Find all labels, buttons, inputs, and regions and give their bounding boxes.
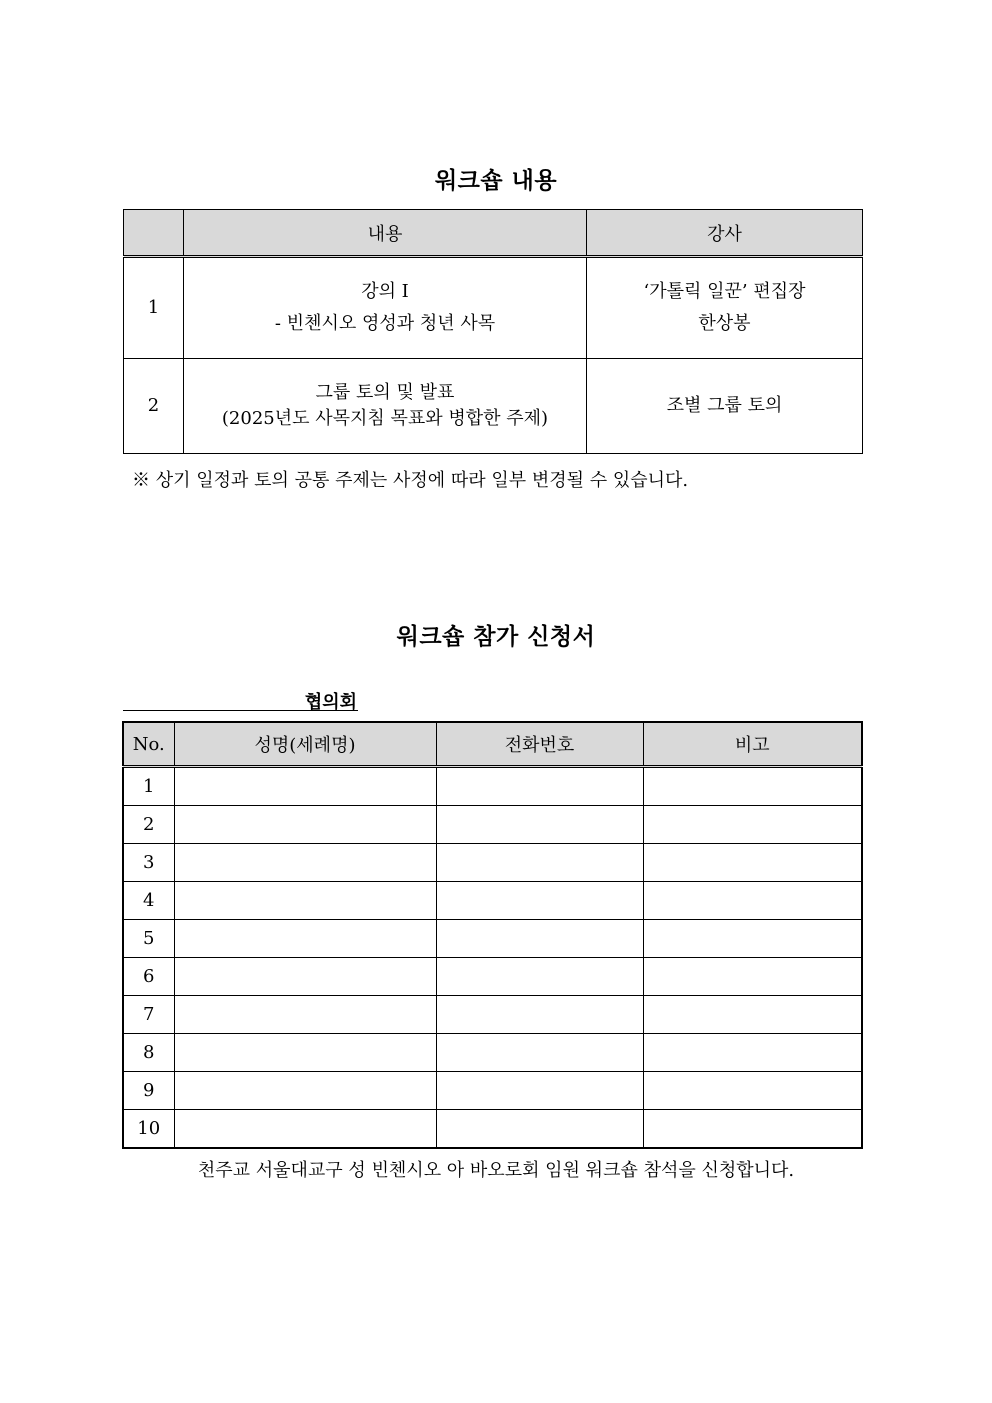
- speaker-cell: [587, 257, 863, 359]
- application-form-title: 워크숍 참가 신청서: [396, 623, 596, 650]
- name-cell[interactable]: [174, 882, 436, 920]
- table-row: [123, 1110, 862, 1149]
- name-cell[interactable]: [174, 920, 436, 958]
- name-cell[interactable]: [174, 1072, 436, 1110]
- workshop-content-table: [123, 209, 863, 454]
- row-number: 6: [123, 958, 174, 996]
- phone-cell[interactable]: [436, 920, 643, 958]
- content-line: (2025년도 사목지침 목표와 병합한 주제): [221, 408, 549, 429]
- phone-cell[interactable]: [436, 1072, 643, 1110]
- row-number: 8: [123, 1034, 174, 1072]
- speaker-cell: 조별 그룹 토의: [587, 359, 863, 454]
- row-number: 2: [123, 806, 174, 844]
- remarks-cell[interactable]: [643, 958, 862, 996]
- row-number: 10: [123, 1110, 174, 1149]
- table-row: [123, 996, 862, 1034]
- content-line: 강의 Ⅰ: [361, 281, 409, 302]
- remarks-cell[interactable]: [643, 996, 862, 1034]
- speaker-line: 한상봉: [698, 313, 751, 334]
- remarks-cell[interactable]: [643, 1110, 862, 1149]
- phone-cell[interactable]: [436, 958, 643, 996]
- row-number: 4: [123, 882, 174, 920]
- phone-cell[interactable]: [436, 1034, 643, 1072]
- table-row: [123, 882, 862, 920]
- table-header-row: [124, 210, 863, 257]
- header-number: [124, 210, 184, 257]
- phone-cell[interactable]: [436, 767, 643, 806]
- name-cell[interactable]: [174, 767, 436, 806]
- remarks-cell[interactable]: [643, 1034, 862, 1072]
- association-field[interactable]: [123, 688, 358, 711]
- name-cell[interactable]: [174, 958, 436, 996]
- remarks-cell[interactable]: [643, 806, 862, 844]
- remarks-cell[interactable]: [643, 882, 862, 920]
- application-statement: 천주교 서울대교구 성 빈첸시오 아 바오로회 임원 워크숍 참석을 신청합니다.: [197, 1160, 795, 1181]
- header-name: 성명(세례명): [174, 722, 436, 767]
- row-number: 1: [123, 767, 174, 806]
- row-number: 7: [123, 996, 174, 1034]
- phone-cell[interactable]: [436, 882, 643, 920]
- row-number: 3: [123, 844, 174, 882]
- application-table: [122, 721, 863, 1149]
- table-row: [123, 920, 862, 958]
- phone-cell[interactable]: [436, 806, 643, 844]
- header-speaker: 강사: [587, 210, 863, 257]
- remarks-cell[interactable]: [643, 1072, 862, 1110]
- row-number: 9: [123, 1072, 174, 1110]
- speaker-line: ‘가톨릭 일꾼’ 편집장: [643, 281, 806, 302]
- name-cell[interactable]: [174, 1110, 436, 1149]
- table-row: [123, 844, 862, 882]
- name-cell[interactable]: [174, 1034, 436, 1072]
- phone-cell[interactable]: [436, 844, 643, 882]
- header-no: No.: [123, 722, 174, 767]
- header-content: 내용: [184, 210, 587, 257]
- header-phone: 전화번호: [436, 722, 643, 767]
- table-row: [124, 257, 863, 359]
- table-header-row: [123, 722, 862, 767]
- table-row: [123, 1072, 862, 1110]
- table-row: [123, 1034, 862, 1072]
- remarks-cell[interactable]: [643, 767, 862, 806]
- table-row: [124, 359, 863, 454]
- remarks-cell[interactable]: [643, 920, 862, 958]
- header-remarks: 비고: [643, 722, 862, 767]
- content-line: - 빈첸시오 영성과 청년 사목: [274, 313, 496, 334]
- association-label: 협의회: [304, 692, 357, 713]
- phone-cell[interactable]: [436, 996, 643, 1034]
- table-row: [123, 806, 862, 844]
- schedule-note: ※ 상기 일정과 토의 공통 주제는 사정에 따라 일부 변경될 수 있습니다.: [132, 470, 689, 491]
- remarks-cell[interactable]: [643, 844, 862, 882]
- phone-cell[interactable]: [436, 1110, 643, 1149]
- content-line: 그룹 토의 및 발표: [315, 382, 455, 403]
- name-cell[interactable]: [174, 806, 436, 844]
- row-number: 2: [124, 359, 184, 454]
- table-row: [123, 767, 862, 806]
- table-row: [123, 958, 862, 996]
- name-cell[interactable]: [174, 844, 436, 882]
- row-number: 5: [123, 920, 174, 958]
- row-number: 1: [124, 257, 184, 359]
- name-cell[interactable]: [174, 996, 436, 1034]
- content-cell: [184, 257, 587, 359]
- content-cell: [184, 359, 587, 454]
- workshop-content-title: 워크숍 내용: [434, 167, 558, 194]
